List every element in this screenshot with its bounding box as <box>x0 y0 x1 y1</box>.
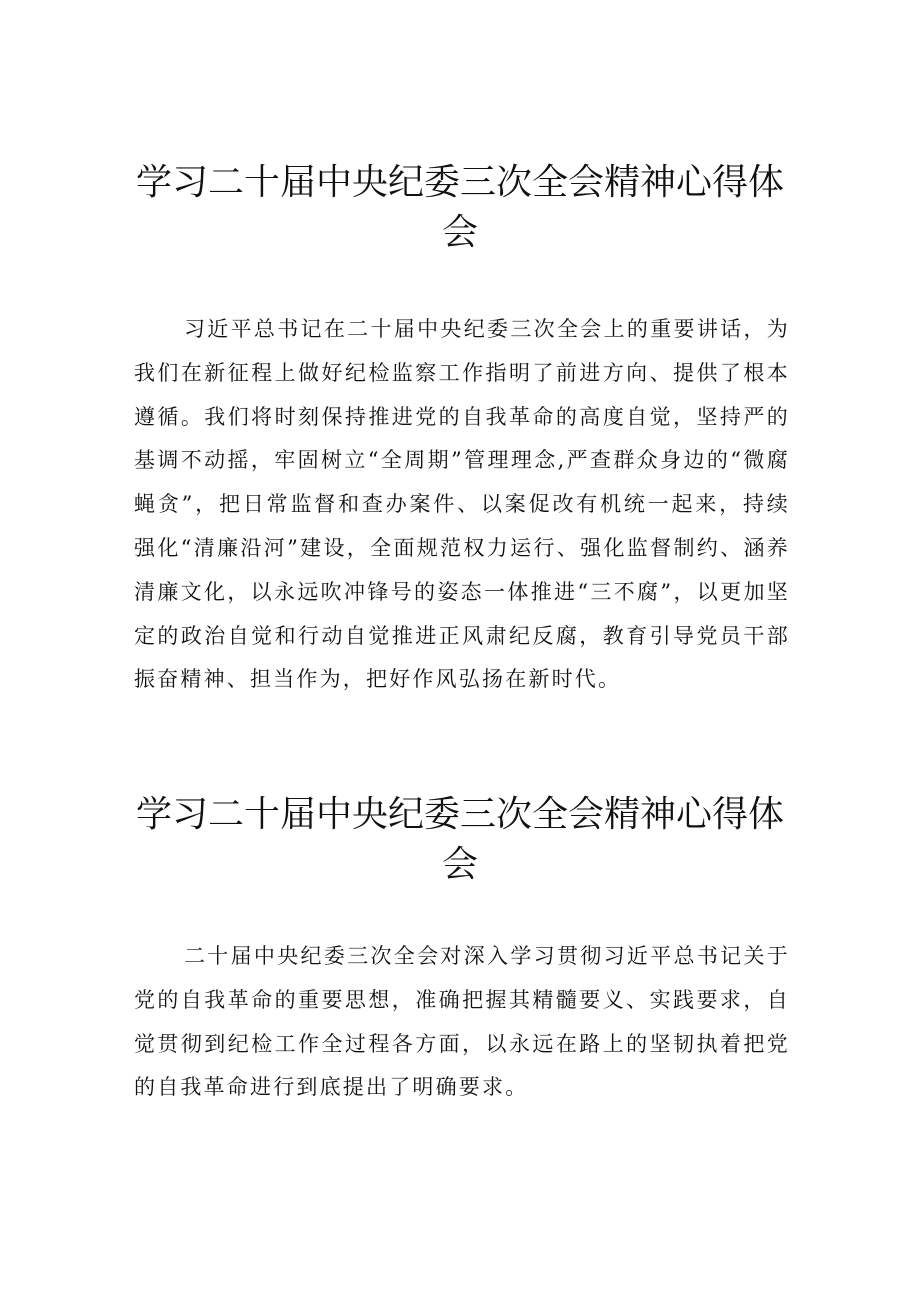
section-1-title <box>120 158 800 258</box>
section-2-title <box>120 790 800 890</box>
section-2-paragraph: 二十届中央纪委三次全会对深入学习贯彻习近平总书记关于党的自我革命的重要思想，准确把握其精髓要义、实践要求，自觉贯彻到纪检工作全过程各方面，以永远在路上的坚韧执着把党的自我革命进行到底提出了明确要求。 <box>134 944 790 1100</box>
section-2-title-line-1: 学习二十届中央纪委三次全会精神心得体 <box>135 794 784 835</box>
section-1-paragraph: 习近平总书记在二十届中央纪委三次全会上的重要讲话，为我们在新征程上做好纪检监察工作指明了前进方向、提供了根本遵循。我们将时刻保持推进党的自我革命的高度自觉，坚持严的基调不动摇，牢固树立“全周期”管理理念,严查群众身边的“微腐蝇贪”，把日常监督和查办案件、以案促改有机统一起来，持续强化“清廉沿河”建设，全面规范权力运行、强化监督制约、涵养清廉文化，以永远吹冲锋号的姿态一体推进“三不腐”，以更加坚定的政治自觉和行动自觉推进正风肃纪反腐，教育引导党员干部振奋精神、担当作为，把好作风弘扬在新时代。 <box>134 317 790 692</box>
section-1-title-line-1: 学习二十届中央纪委三次全会精神心得体 <box>135 162 784 203</box>
section-2-title-line-2: 会 <box>441 844 478 885</box>
section-1-title-line-2: 会 <box>441 212 478 253</box>
